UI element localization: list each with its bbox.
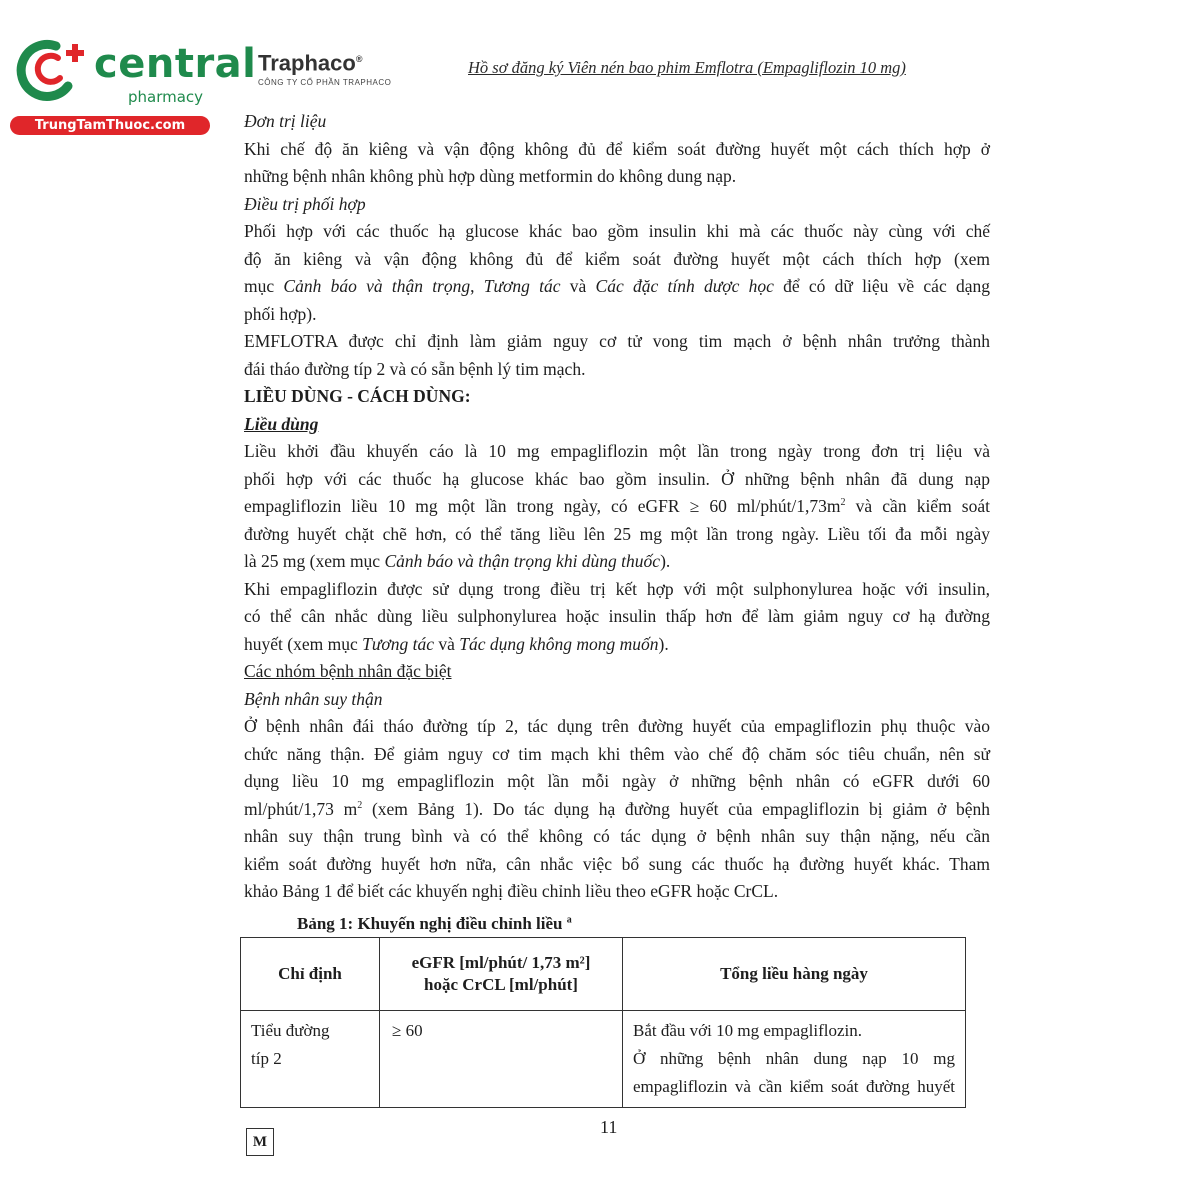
pharmacy-cross-logo-icon (12, 38, 92, 102)
combination-paragraph: Phối hợp với các thuốc hạ glucose khác bao gồm insulin khi mà các thuốc này cùng với chế độ ăn kiêng và vận động không đủ để kiểm soát đường huyết một cách thích hợp (xem mục Cảnh báo và thận trọng, Tương tác và Các đặc tính dược học để có dữ liệu về các dạng phối hợp). (244, 221, 990, 324)
cell-indication: Tiểu đường típ 2 (241, 1011, 380, 1108)
registered-mark: ® (355, 54, 363, 64)
company-name: Traphaco® (258, 50, 363, 76)
traphaco-logo (258, 46, 438, 90)
document-body (244, 108, 990, 906)
combination-heading: Điều trị phối hợp (244, 193, 366, 214)
monotherapy-paragraph: Khi chế độ ăn kiêng và vận động không đủ để kiểm soát đường huyết một cách thích hợp ở những bệnh nhân không phù hợp dùng metformin do không dung nạp. (244, 138, 990, 186)
sulphonylurea-paragraph: Khi empagliflozin được sử dụng trong điều trị kết hợp với một sulphonylurea hoặc với insulin, có thể cân nhắc dùng liều sulphonylurea hoặc insulin thấp hơn để làm giảm nguy cơ hạ đường huyết (xem mục Tương tác và Tác dụng không mong muốn). (244, 578, 990, 654)
central-pharmacy-logo (10, 36, 257, 136)
cardiovascular-indication-paragraph: EMFLOTRA được chỉ định làm giảm nguy cơ tử vong tim mạch ở bệnh nhân trưởng thành đái tháo đường típ 2 và có sẵn bệnh lý tim mạch. (244, 331, 990, 379)
dose-adjustment-table (240, 937, 966, 1108)
brand-subtitle: pharmacy (128, 88, 204, 106)
table-header-row (241, 938, 966, 1011)
monotherapy-heading: Đơn trị liệu (244, 111, 327, 131)
page-number: 11 (600, 1117, 618, 1137)
header-daily-dose: Tổng liều hàng ngày (623, 938, 966, 1011)
header-egfr: eGFR [ml/phút/ 1,73 m²] hoặc CrCL [ml/phút] (380, 938, 623, 1011)
m-mark-box: M (246, 1128, 274, 1156)
special-populations-heading: Các nhóm bệnh nhân đặc biệt (244, 661, 452, 681)
cell-daily-dose: Bắt đầu với 10 mg empagliflozin. Ở những bệnh nhân dung nạp 10 mg empagliflozin và cần kiểm soát đường huyết (623, 1011, 966, 1108)
company-subtitle: CÔNG TY CỔ PHẦN TRAPHACO (258, 78, 392, 88)
table-caption: Bảng 1: Khuyến nghị điều chỉnh liều $^a$ (297, 914, 572, 933)
renal-impairment-heading: Bệnh nhân suy thận (244, 688, 383, 709)
document-title: Hồ sơ đăng ký Viên nén bao phim Emflotra (Empagliflozin 10 mg) (468, 58, 906, 77)
site-url-banner[interactable]: TrungTamThuoc.com (10, 116, 210, 135)
table-row (241, 1011, 966, 1108)
cell-egfr: ≥ 60 (380, 1011, 623, 1108)
dosage-section-heading: LIỀU DÙNG - CÁCH DÙNG: (244, 386, 471, 406)
dosage-paragraph: Liều khởi đầu khuyến cáo là 10 mg empagliflozin một lần trong ngày trong đơn trị liệu và phối hợp với các thuốc hạ glucose khác bao gồm insulin. Ở những bệnh nhân đã dung nạp empagliflozin liều 10 mg một lần trong ngày, có eGFR ≥ 60 $ml/phút/1,73m^2$ và cần kiểm soát đường huyết chặt chẽ hơn, có thể tăng liều lên 25 mg một lần trong ngày. Liều tối đa mỗi ngày là 25 mg (xem mục Cảnh báo và thận trọng khi dùng thuốc). (244, 441, 990, 571)
header-indication: Chỉ định (241, 938, 380, 1011)
brand-name: central (94, 41, 257, 87)
dosage-subheading: Liều dùng (244, 413, 319, 434)
renal-impairment-paragraph: Ở bệnh nhân đái tháo đường típ 2, tác dụng trên đường huyết của empagliflozin phụ thuộc vào chức năng thận. Để giảm nguy cơ tim mạch khi thêm vào chế độ chăm sóc tiêu chuẩn, nên sử dụng liều 10 mg empagliflozin một lần mỗi ngày ở những bệnh nhân có eGFR dưới 60 ml/phút/1,73 $m^2$ (xem Bảng 1). Do tác dụng hạ đường huyết của empagliflozin bị giảm ở bệnh nhân suy thận trung bình và có thể không có tác dụng ở bệnh nhân suy thận nặng, nếu cần kiểm soát đường huyết hơn nữa, cân nhắc việc bổ sung các thuốc hạ đường huyết khác. Tham khảo Bảng 1 để biết các khuyến nghị điều chỉnh liều theo eGFR hoặc CrCL. (244, 716, 990, 901)
